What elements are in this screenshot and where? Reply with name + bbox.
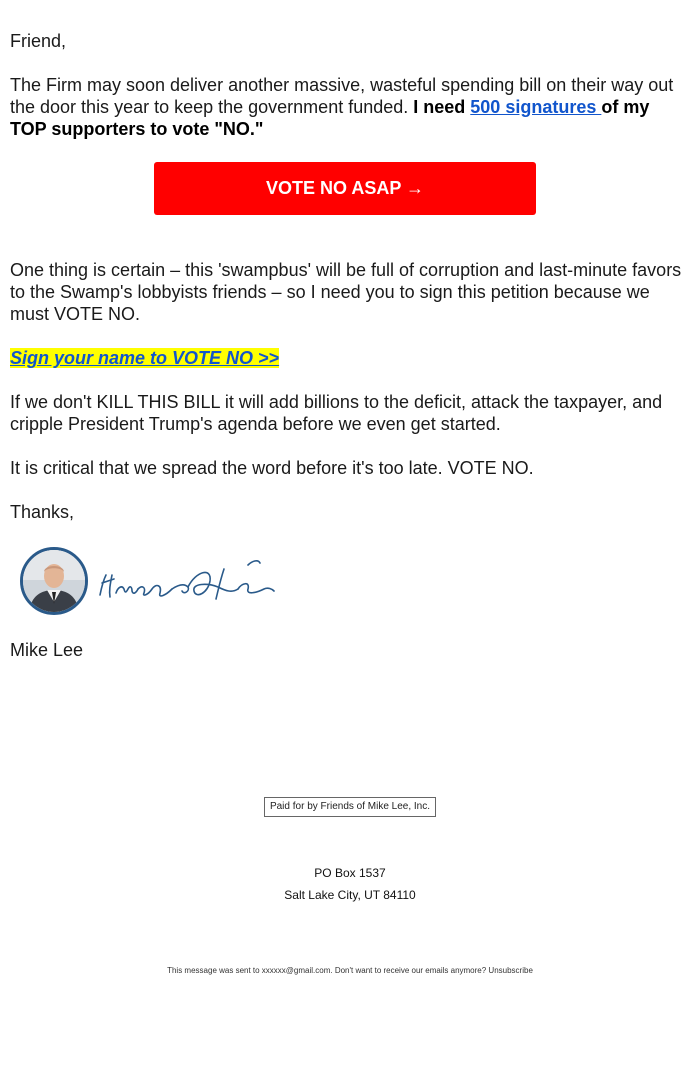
greeting: Friend, — [10, 31, 67, 51]
body-paragraph-kill-bill: If we don't KILL THIS BILL it will add billions to the deficit, attack the taxpayer, and cripple President Trump's agenda before we even get started. — [10, 392, 663, 434]
fineprint — [0, 966, 700, 975]
portrait-image — [23, 550, 85, 612]
signature-block — [20, 545, 690, 617]
body-paragraph-critical: It is critical that we spread the word before it's too late. VOTE NO. — [10, 458, 534, 478]
cta-container — [10, 162, 690, 215]
intro-text: The Firm may soon deliver another massive, wasteful spending bill on their way out the door this year to keep the government funded. — [10, 75, 674, 117]
avatar — [20, 547, 88, 615]
address-line-1: PO Box 1537 — [314, 866, 386, 880]
mailing-address — [0, 862, 700, 906]
intro-bold-text-end: of my TOP supporters to vote "NO." — [10, 97, 650, 139]
signoff: Thanks, — [10, 502, 75, 522]
sign-name-link[interactable]: Sign your name to VOTE NO >> — [10, 348, 280, 368]
intro-bold-text: I need — [413, 97, 471, 117]
signatures-link[interactable]: 500 signatures — [470, 97, 602, 117]
fineprint-text: This message was sent to xxxxxx@gmail.com. Don't want to receive our emails anymore? — [167, 966, 489, 975]
signature-image — [92, 549, 277, 609]
intro-paragraph — [10, 74, 690, 140]
unsubscribe-link[interactable]: Unsubscribe — [488, 966, 533, 975]
vote-no-button[interactable]: VOTE NO ASAP → — [154, 162, 536, 215]
address-line-2: Salt Lake City, UT 84110 — [284, 888, 416, 902]
paid-for-disclaimer: Paid for by Friends of Mike Lee, Inc. — [264, 797, 436, 817]
sender-name: Mike Lee — [10, 640, 84, 660]
body-paragraph-swampbus: One thing is certain – this 'swampbus' will be full of corruption and last-minute favors to the Swamp's lobbyists friends – so I need you to sign this petition because we must VOTE NO. — [10, 260, 682, 324]
sign-link-paragraph — [10, 347, 690, 369]
handwritten-signature — [92, 549, 277, 614]
email-body — [10, 30, 690, 683]
